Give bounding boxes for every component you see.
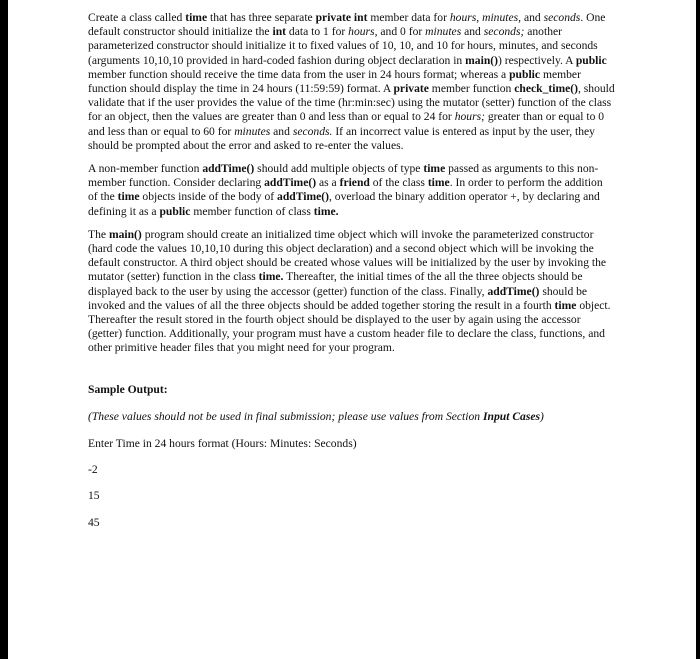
text-run: . One default constructor should initialize the (88, 11, 606, 39)
right-dark-border (696, 0, 700, 659)
text-run: should add multiple objects of type (254, 162, 424, 176)
text-run: addTime() (264, 176, 317, 190)
text-run: and 0 for (377, 25, 426, 39)
text-run: minutes (234, 124, 271, 138)
text-run: time (423, 162, 446, 176)
text-run: ) respectively. A (498, 53, 576, 67)
text-run: that has three separate (207, 11, 316, 24)
text-run: public (159, 204, 191, 218)
text-run: private (393, 82, 429, 96)
text-run: program should create an initialized time object which will invoke the parameterized constructor (hard code the values 10,10,10 during this object declaration) and a second object which will be invoking the default constructor. A third object should be created whose values will be initialized by the user by invoking the mutator (setter) function in the class (88, 227, 607, 284)
text-run: Thereafter, the initial times of the all the three objects should be displayed back to the user by using the accessor (getter) function of the class. Finally, (88, 270, 583, 298)
text-run: as a (316, 176, 340, 190)
text-run: time (554, 298, 577, 312)
text-run: and (461, 25, 484, 39)
text-run: greater than or equal to 0 and less than or equal to 60 for (88, 110, 605, 138)
text-run: should be invoked and the values of all the three objects should be added together storing the result in a fourth (88, 284, 588, 312)
left-dark-border (0, 0, 8, 659)
text-run: member function should receive the time data from the user in 24 hours format; whereas a (88, 67, 510, 81)
text-run: hours, minutes, (449, 11, 522, 24)
text-run: time (185, 11, 208, 24)
sample-value: 15 (88, 489, 100, 503)
sample-value: -2 (88, 463, 98, 477)
text-run: check_time() (514, 82, 578, 96)
paragraph-main-spec (88, 228, 615, 356)
text-run: addTime() (277, 190, 329, 204)
paragraph-class-spec (88, 11, 615, 153)
text-run: time. (258, 270, 284, 284)
text-run: data to 1 for (286, 25, 349, 39)
text-run: seconds (543, 11, 581, 24)
text-run: time (117, 190, 140, 204)
text-run: time. (313, 204, 339, 218)
sample-prompt: Enter Time in 24 hours format (Hours: Minutes: Seconds) (88, 437, 357, 451)
text-run: . In order to perform the addition of the (88, 176, 603, 204)
text-run: , should validate that if the user provides the value of the time (hr:min:sec) using the mutator (setter) function of the class for an object, then the values are greater than 0 and less than or equal to 24 for (88, 82, 615, 124)
text-run: member data for (367, 11, 450, 24)
sample-note-bold: Input Cases (483, 409, 541, 423)
text-run: public (509, 67, 541, 81)
text-run: member function of class (190, 204, 314, 218)
sample-output-heading: Sample Output: (88, 382, 168, 396)
text-run: objects inside of the body of (139, 190, 278, 204)
text-run: another parameterized constructor should initialize it to fixed values of 10, 10, and 10 for hours, minutes, and seconds (arguments 10,10,10 provided in hard-coded fashion during object declaration in (88, 25, 598, 67)
assignment-text (88, 11, 615, 530)
sample-output-note (88, 410, 615, 424)
text-run: seconds. (292, 124, 333, 138)
paragraph-addtime-spec (88, 162, 615, 219)
text-run: and (521, 11, 544, 24)
sample-value: 45 (88, 515, 100, 529)
text-run: time (427, 176, 450, 190)
text-run: hours; (454, 110, 485, 124)
text-run: A non-member function (88, 162, 203, 176)
text-run: main() (108, 227, 142, 241)
text-run: and (270, 124, 293, 138)
text-run: minutes (425, 25, 462, 39)
text-run: addTime() (202, 162, 255, 176)
text-run: member function (428, 82, 515, 96)
text-run: of the class (369, 176, 428, 190)
text-run: public (575, 53, 607, 67)
text-run: passed as arguments to this non-member function. Consider declaring (88, 162, 599, 190)
text-run: The (88, 227, 109, 241)
text-run: member function should display the time in 24 hours (11:59:59) format. A (88, 67, 581, 96)
text-run: Create a class called (88, 11, 186, 24)
sample-note-prefix: (These values should not be used in final submission; please use values from Section (88, 409, 483, 423)
text-run: friend (339, 176, 370, 190)
text-run: object. Thereafter the result stored in the fourth object should be displayed to the user by again using the accessor (getter) function. Additionally, your program must have a custom header file to declare the class, functions, and other primitive header files that you might need for your program. (88, 298, 611, 355)
text-run: If an incorrect value is entered as input by the user, they should be prompted about the error and asked to re-enter the values. (88, 124, 595, 152)
text-run: private int (315, 11, 368, 24)
text-run: int (272, 25, 287, 39)
text-run: , overload the binary addition operator +, by declaring and defining it as a (88, 190, 600, 218)
sample-note-suffix: ) (540, 409, 544, 423)
text-run: seconds; (483, 25, 525, 39)
text-run: addTime() (487, 284, 540, 298)
text-run: main() (465, 53, 498, 67)
text-run: hours, (348, 25, 378, 39)
